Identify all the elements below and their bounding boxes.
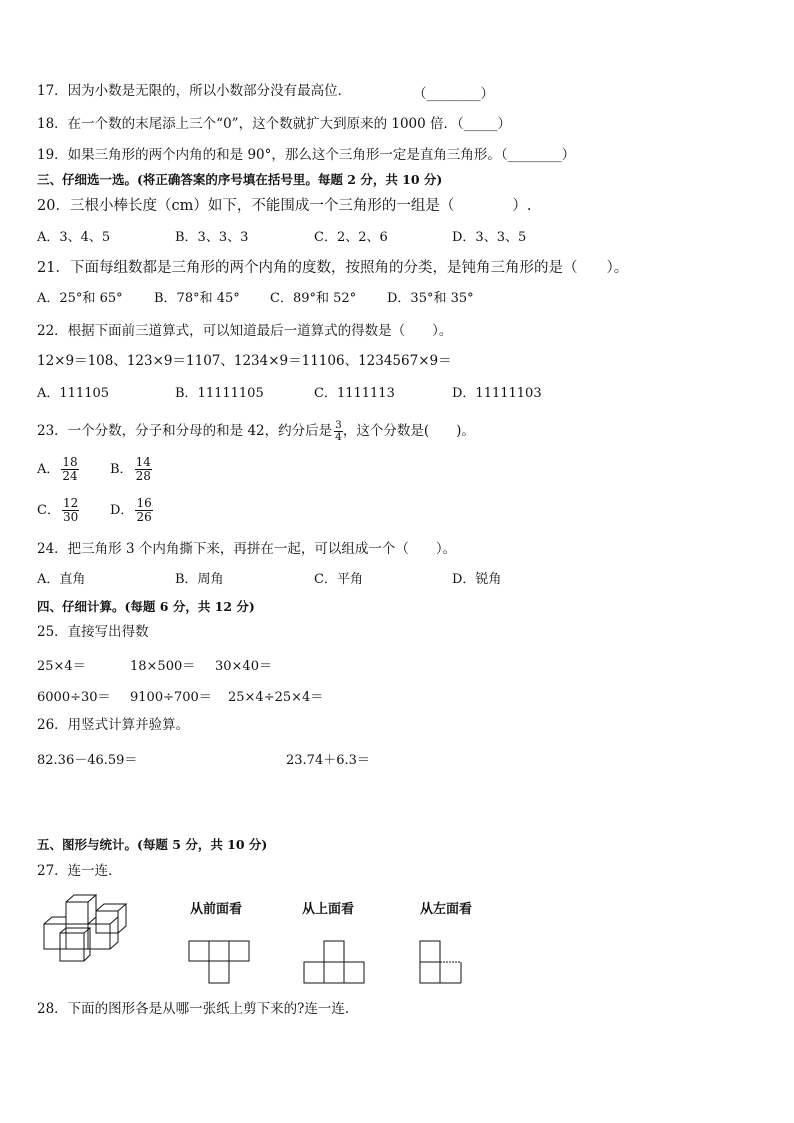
question-23-option-a: A． $\frac{18}{24}$: [37, 455, 78, 483]
option-a: A．25°和 65°: [37, 291, 123, 306]
question-22: 22．根据下面前三道算式，可以知道最后一道算式的得数是（ ）。: [37, 323, 453, 339]
option-c: C．2、2、6: [314, 230, 388, 245]
option-c: C．89°和 52°: [270, 291, 357, 306]
question-19: 19．如果三角形的两个内角的和是 90°，那么这个三角形一定是直角三角形。（________）: [37, 147, 576, 163]
vertical-calc-item: 23.74＋6.3＝: [286, 753, 370, 768]
calc-item: 6000÷30＝: [37, 690, 111, 705]
option-a: A．直角: [37, 572, 86, 587]
question-26: 26．用竖式计算并验算。: [37, 717, 190, 733]
question-24: 24．把三角形 3 个内角撕下来，再拼在一起，可以组成一个（ ）。: [37, 541, 457, 557]
option-b: B．3、3、3: [175, 230, 249, 245]
option-d: D．35°和 35°: [387, 291, 474, 306]
option-b: B．11111105: [175, 386, 264, 401]
fraction-three-quarters: $\frac{3}{4}$: [335, 419, 342, 443]
question-17: [37, 82, 351, 100]
fraction: $\frac{12}{30}$: [62, 496, 79, 524]
calc-item: 18×500＝: [130, 659, 196, 674]
option-a: A．111105: [37, 386, 110, 401]
vertical-calc-item: 82.36－46.59＝: [37, 753, 138, 768]
view-label-left: 从左面看: [420, 902, 473, 917]
option-b: B．78°和 45°: [154, 291, 240, 306]
calc-item: 9100÷700＝: [130, 690, 212, 705]
option-c: C．1111113: [314, 386, 395, 401]
option-d: D．11111103: [452, 386, 542, 401]
calc-item: 30×40＝: [215, 659, 272, 674]
question-18: 18．在一个数的末尾添上三个“0”，这个数就扩大到原来的 1000 倍．（_____）: [37, 116, 512, 132]
option-b: B．周角: [175, 572, 224, 587]
section-3-title: 三、仔细选一选。(将正确答案的序号填在括号里。每题 2 分，共 10 分): [37, 172, 443, 187]
question-17-text: 17．因为小数是无限的，所以小数部分没有最高位．: [37, 83, 352, 99]
question-23-text-before: 23．一个分数，分子和分母的和是 42，约分后是: [37, 423, 333, 439]
section-5-title: 五、图形与统计。(每题 5 分，共 10 分): [37, 837, 268, 852]
view-label-front: 从前面看: [190, 902, 243, 917]
question-23-option-b: B． $\frac{14}{28}$: [110, 455, 151, 483]
cube-stack-figure: [40, 893, 140, 965]
question-23-option-d: D． $\frac{16}{26}$: [110, 496, 152, 524]
question-27: 27．连一连．: [37, 863, 122, 879]
question-23-option-c: C． $\frac{12}{30}$: [37, 496, 79, 524]
question-23-text-after: ，这个分数是( )。: [342, 423, 475, 439]
fraction: $\frac{14}{28}$: [135, 455, 151, 483]
calc-item: 25×4÷25×4＝: [228, 690, 324, 705]
fraction: $\frac{16}{26}$: [136, 496, 152, 524]
question-23: [37, 418, 475, 444]
question-20: 20．三根小棒长度（cm）如下，不能围成一个三角形的一组是（ ）.: [37, 198, 532, 214]
calc-item: 25×4＝: [37, 659, 86, 674]
front-view-figure: [188, 940, 252, 986]
option-d: D．锐角: [452, 572, 502, 587]
top-view-figure: [303, 940, 367, 986]
question-25: 25．直接写出得数: [37, 624, 149, 640]
question-17-blank: （________）: [413, 86, 494, 102]
option-c: C．平角: [314, 572, 363, 587]
question-21: 21．下面每组数都是三角形的两个内角的度数，按照角的分类，是钝角三角形的是（ ）。: [37, 260, 629, 276]
option-a: A．3、4、5: [37, 230, 111, 245]
option-d: D．3、3、5: [452, 230, 527, 245]
question-28: 28．下面的图形各是从哪一张纸上剪下来的?连一连．: [37, 1001, 359, 1017]
section-4-title: 四、仔细计算。(每题 6 分，共 12 分): [37, 599, 255, 614]
view-label-top: 从上面看: [302, 902, 355, 917]
question-22-equation: 12×9＝108、123×9＝1107、1234×9＝11106、1234567×9＝: [37, 353, 452, 369]
left-view-figure: [419, 940, 469, 986]
fraction: $\frac{18}{24}$: [62, 455, 78, 483]
